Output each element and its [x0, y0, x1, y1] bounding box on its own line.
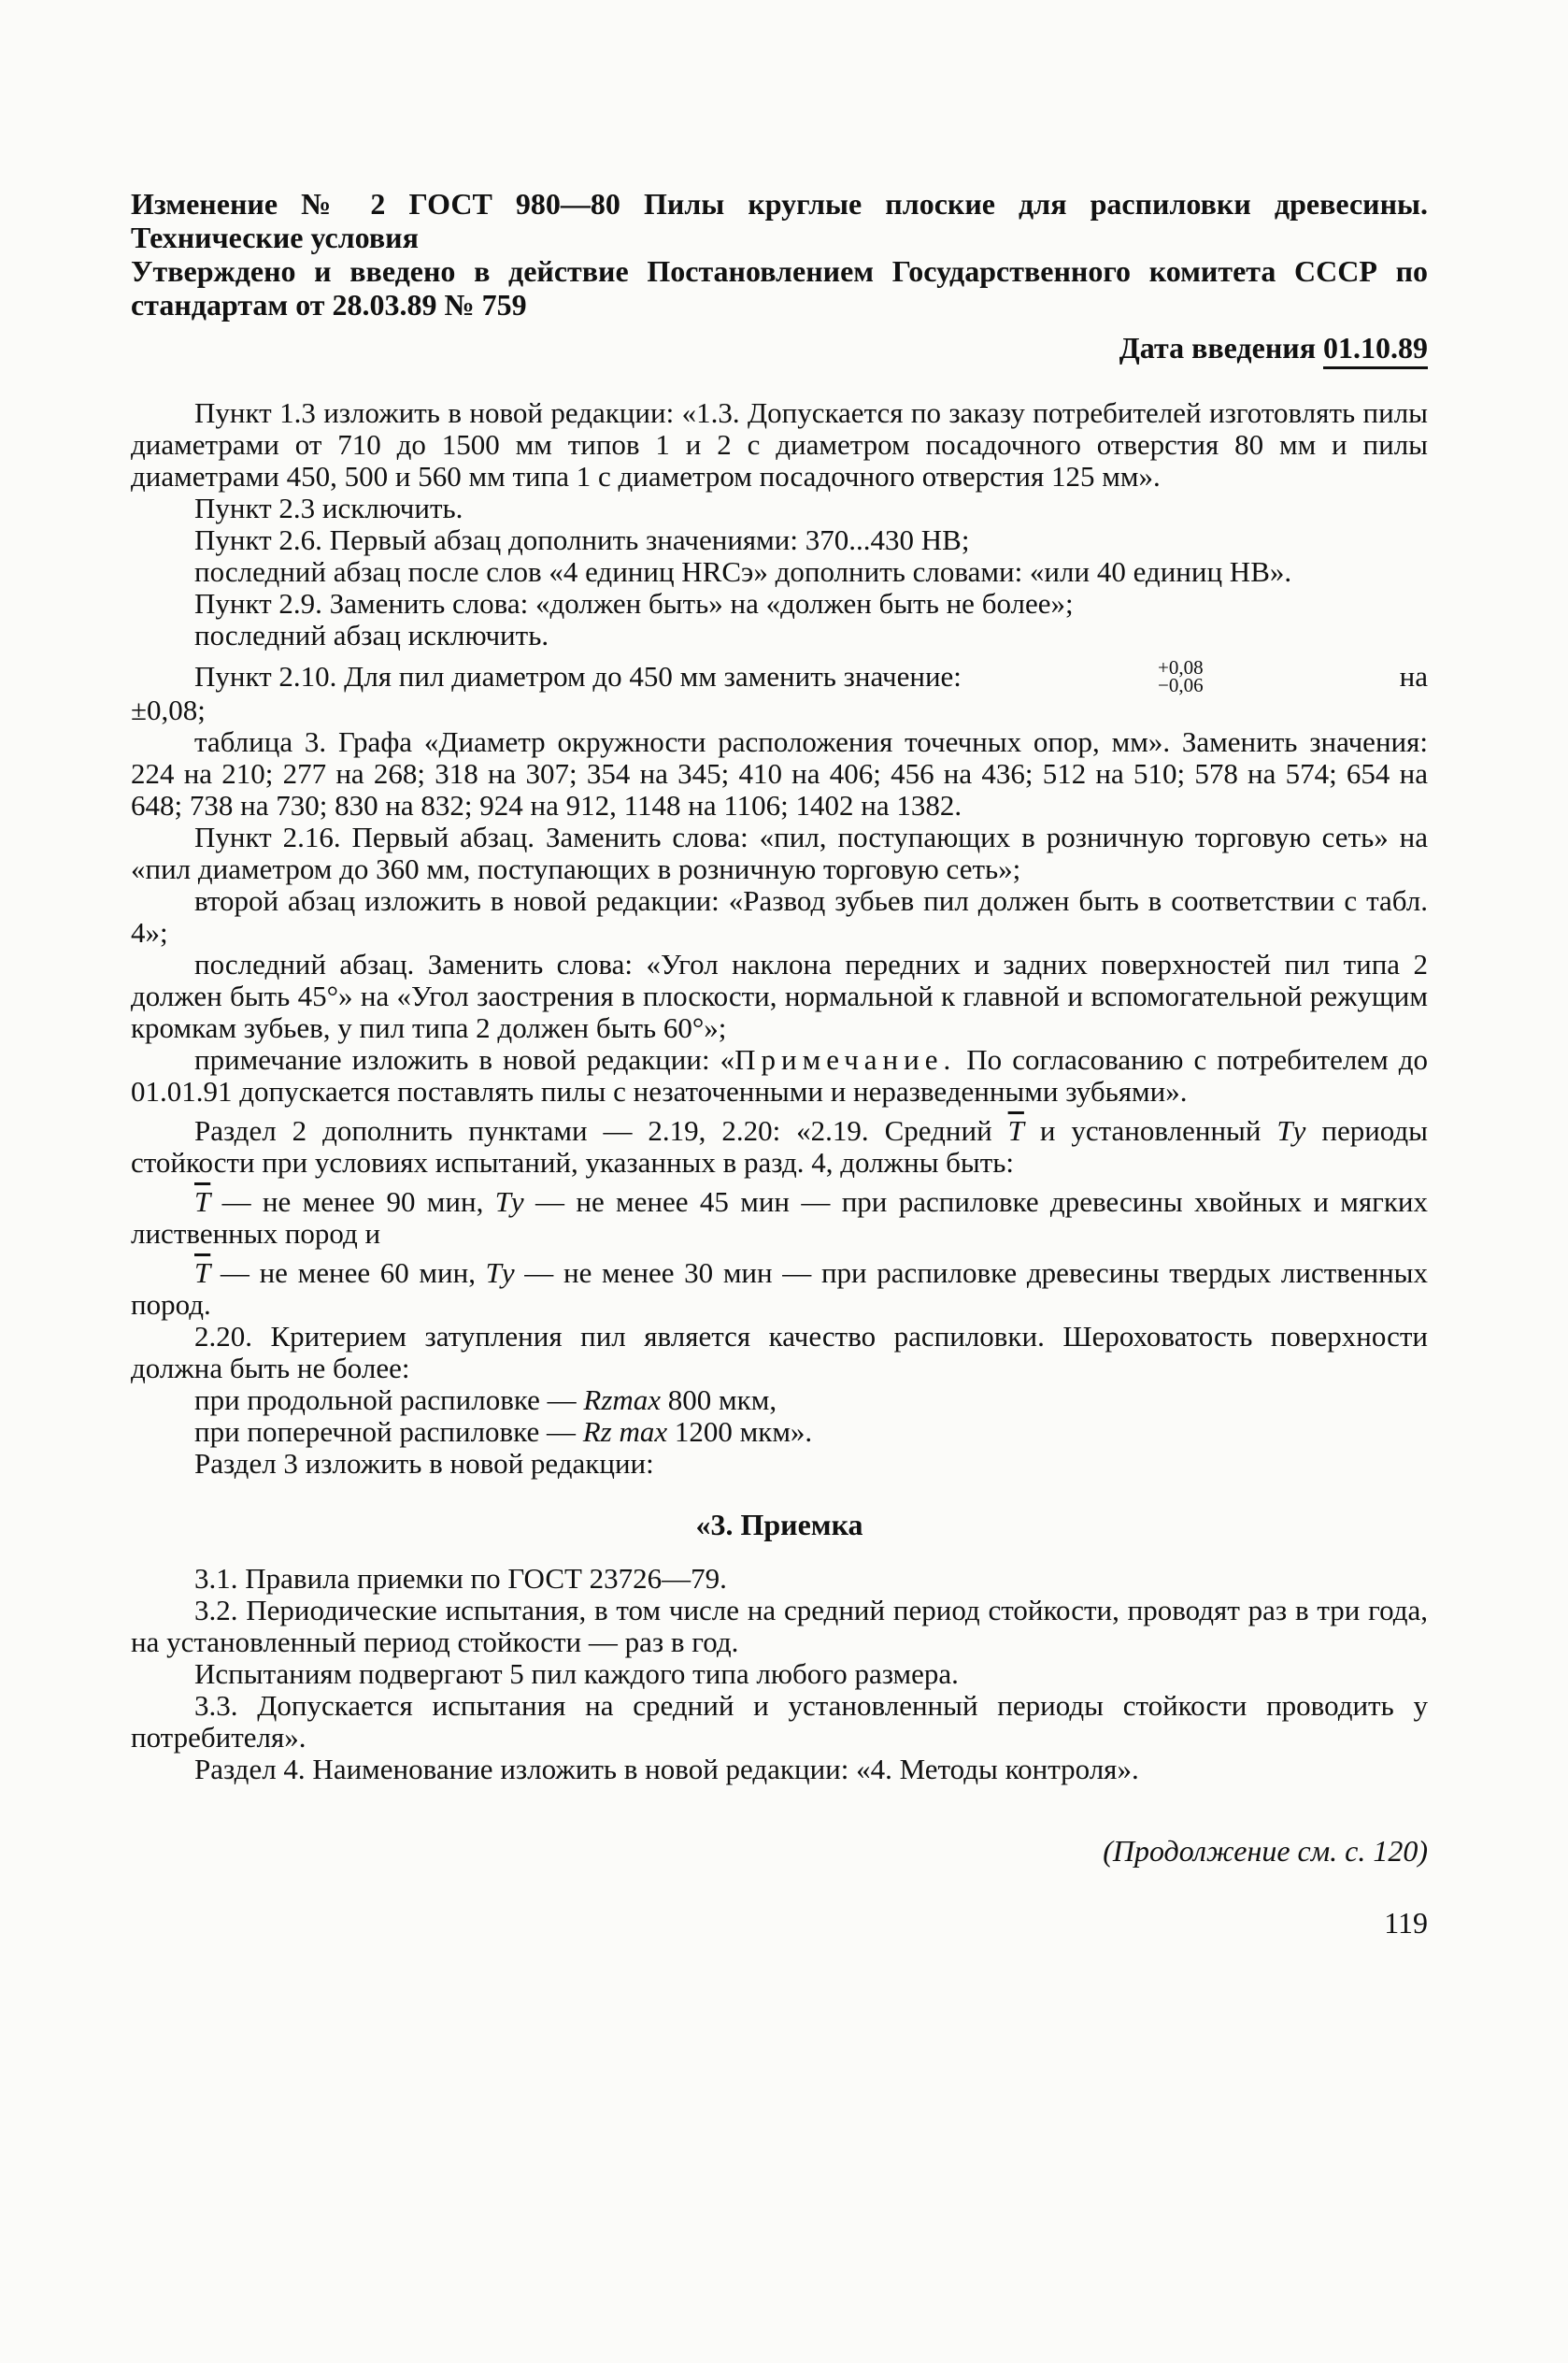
text-run: и установленный	[1023, 1114, 1262, 1147]
paragraph	[131, 1416, 1428, 1448]
symbol-ty: Tу	[494, 1185, 524, 1218]
tolerance-text: Пункт 2.10. Для пил диаметром до 450 мм заменить значение:	[194, 660, 962, 693]
paragraph	[131, 1186, 1428, 1250]
section-title: «3. Приемка	[695, 1508, 863, 1541]
text-run: 800 мкм,	[661, 1383, 777, 1416]
paragraph: Испытаниям подвергают 5 пил каждого типа любого размера.	[194, 1657, 959, 1690]
paragraph: Раздел 4. Наименование изложить в новой редакции: «4. Методы контроля».	[194, 1753, 1139, 1785]
paragraph: последний абзац после слов «4 единиц HRCэ» дополнить словами: «или 40 единиц НВ».	[194, 555, 1292, 588]
paragraph: таблица 3. Графа «Диаметр окружности расположения точечных опор, мм». Заменить значения: 224 на 210; 277 на 268; 318 на 307; 354 на 345; 410 на 406; 456 на 436; 512 на 510; 578 на 574; 654 на 648; 738 на 730; 830 на 832; 924 на 912, 1148 на 1106; 1402 на 1382.	[131, 725, 1428, 822]
paragraph: второй абзац изложить в новой редакции: «Развод зубьев пил должен быть в соответствии с табл. 4»;	[131, 884, 1428, 949]
tolerance-row	[131, 656, 1428, 696]
paragraph: Пункт 2.9. Заменить слова: «должен быть» на «должен быть не более»;	[194, 587, 1074, 620]
symbol-ty: Tу	[485, 1256, 515, 1289]
effective-date	[131, 331, 1428, 365]
text-run: при поперечной распиловке —	[194, 1415, 583, 1448]
continuation-note: (Продолжение см. с. 120)	[1103, 1834, 1428, 1868]
tolerance-on: на	[1399, 660, 1428, 693]
paragraph: последний абзац. Заменить слова: «Угол наклона передних и задних поверхностей пил типа 2 должен быть 45°» на «Угол заострения в плоскости, нормальной к главной и вспомогательной режущим кромкам зубьев, у пил типа 2 должен быть 60°»;	[131, 948, 1428, 1044]
text-run: Раздел 2 дополнить пунктами — 2.19, 2.20: «2.19. Средний	[194, 1114, 992, 1147]
paragraph: Пункт 2.16. Первый абзац. Заменить слова: «пил, поступающих в розничную торговую сеть» на «пил диаметром до 360 мм, поступающих в розничную торговую сеть»;	[131, 821, 1428, 885]
text-run: — не менее 90 мин,	[210, 1185, 495, 1218]
symbol-ty: Tу	[1276, 1114, 1306, 1147]
paragraph: Раздел 3 изложить в новой редакции:	[194, 1447, 654, 1480]
paragraph: Пункт 2.3 исключить.	[194, 492, 463, 524]
text-run: периоды стойкости при условиях испытаний, указанных в разд. 4, должны быть:	[131, 1114, 1429, 1179]
tolerance-fraction	[1157, 656, 1204, 696]
paragraph: 3.1. Правила приемки по ГОСТ 23726—79.	[194, 1562, 727, 1595]
tolerance-lower: −0,06	[1157, 674, 1204, 696]
text-run: — не менее 30 мин — при распиловке древесины твердых лиственных пород.	[131, 1256, 1428, 1321]
symbol-t-mean: $\overline{T}$	[194, 1256, 211, 1289]
text-run: — не менее 45 мин — при распиловке древесины хвойных и мягких лиственных пород и	[131, 1185, 1428, 1250]
note-intro: примечание изложить в новой редакции: «	[194, 1043, 735, 1076]
note-text: По согласованию с потребителем до 01.01.91 допускается поставлять пилы с незаточенными и неразведенными зубьями».	[131, 1043, 1429, 1108]
effective-date-value: 01.10.89	[1323, 331, 1428, 369]
effective-date-label: Дата введения	[1119, 331, 1316, 365]
note-label: Примечание.	[734, 1043, 957, 1076]
paragraph: последний абзац исключить.	[194, 619, 549, 652]
paragraph: Пункт 1.3 изложить в новой редакции: «1.3. Допускается по заказу потребителей изготовлять пилы диаметрами от 710 до 1500 мм типов 1 и 2 с диаметром посадочного отверстия 80 мм и пилы диаметрами 450, 500 и 560 мм типа 1 с диаметром посадочного отверстия 125 мм».	[131, 396, 1428, 493]
symbol-t-mean: $\overline{T}$	[1007, 1114, 1024, 1147]
paragraph	[131, 1115, 1428, 1179]
paragraph: ±0,08;	[131, 694, 206, 726]
paragraph	[131, 1044, 1428, 1108]
paragraph: Пункт 2.6. Первый абзац дополнить значениями: 370...430 НВ;	[194, 523, 970, 556]
paragraph: 3.3. Допускается испытания на средний и установленный периоды стойкости проводить у потребителя».	[131, 1689, 1428, 1754]
paragraph: 2.20. Критерием затупления пил является качество распиловки. Шероховатость поверхности должна быть не более:	[131, 1320, 1428, 1384]
symbol-rz: Rzmax	[583, 1383, 662, 1416]
tolerance-upper: +0,08	[1157, 656, 1204, 679]
approval-note: Утверждено и введено в действие Постановлением Государственного комитета СССР по стандартам от 28.03.89 № 759	[131, 254, 1428, 322]
paragraph	[131, 1257, 1428, 1321]
paragraph	[131, 1384, 1428, 1416]
text-run: — не менее 60 мин,	[210, 1256, 486, 1289]
paragraph: 3.2. Периодические испытания, в том числе на средний период стойкости, проводят раз в три года, на установленный период стойкости — раз в год.	[131, 1594, 1428, 1658]
amendment-title: Изменение № 2 ГОСТ 980—80 Пилы круглые плоские для распиловки древесины. Технические условия	[131, 187, 1428, 254]
page-number: 119	[1384, 1906, 1428, 1940]
symbol-rz: Rz max	[582, 1415, 668, 1448]
text-run: 1200 мкм».	[667, 1415, 813, 1448]
text-run: при продольной распиловке —	[194, 1383, 584, 1416]
symbol-t-mean: $\overline{T}$	[194, 1185, 211, 1218]
